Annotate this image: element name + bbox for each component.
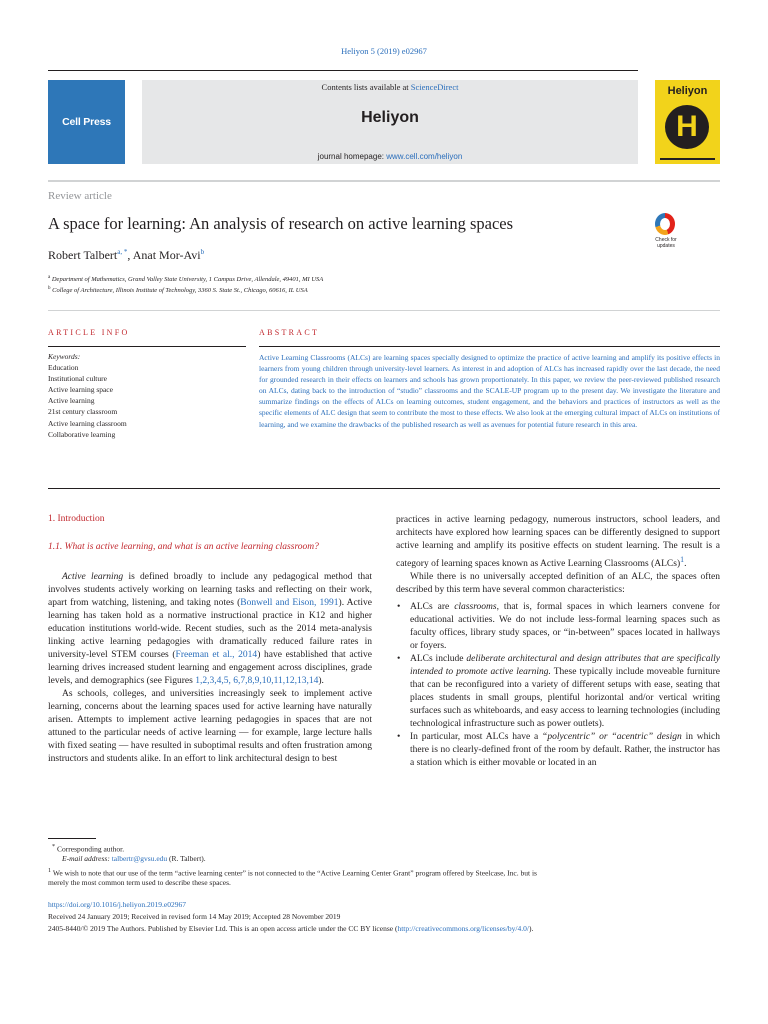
keyword-item: Education <box>48 363 79 373</box>
masthead-divider <box>48 180 720 182</box>
section-heading: 1. Introduction <box>48 514 105 524</box>
cellpress-logo <box>48 80 125 164</box>
emphasis-text: deliberate architectural and design attributes that are specifically intended to promote active learning. <box>410 654 720 678</box>
author-affiliation-mark[interactable]: a, * <box>117 248 128 256</box>
author-name[interactable]: Robert Talbert <box>48 248 118 262</box>
cover-logo-icon: H <box>665 105 709 149</box>
received-dates: Received 24 January 2019; Received in revised form 14 May 2019; Accepted 28 November 2019 <box>48 912 341 921</box>
body-text: in which there is no clearly-defined front of the room by default. Rather, the instructor has a station which is either movable or located in an <box>410 732 720 769</box>
emphasis-text: Active learning <box>62 572 124 582</box>
email-label: E-mail address: <box>62 854 110 863</box>
characteristics-list <box>396 601 720 770</box>
body-paragraph: While there is no universally accepted definition of an ALC, the spaces often described by this term have several common characteristics: <box>396 572 720 596</box>
footnote-text: We wish to note that our use of the term “active learning center” is not connected to the “Active Learning Center Grant” program offered by Steelcase, Inc. but is <box>52 868 537 878</box>
affiliation-b <box>48 286 308 294</box>
article-info-rule <box>48 346 246 347</box>
contents-line <box>142 82 638 92</box>
email-line <box>62 853 734 865</box>
affiliation-a <box>48 275 323 283</box>
cover-footer-bar <box>660 158 715 160</box>
footnote-rule <box>48 838 96 839</box>
body-column-left <box>48 571 372 766</box>
affiliation-mark: a <box>48 275 51 280</box>
license-link[interactable]: http://creativecommons.org/licenses/by/4.0/ <box>397 924 529 933</box>
article-type: Review article <box>48 190 112 202</box>
article-info-heading: ARTICLE INFO <box>48 328 130 337</box>
homepage-line <box>142 152 638 161</box>
body-text: ) have established that active learning drives increased student learning and engagement across disciplines, grade levels, and demographics (see Figures <box>48 650 372 686</box>
keyword-item: Institutional culture <box>48 374 107 384</box>
body-paragraph <box>48 571 372 688</box>
body-column-right <box>396 514 720 770</box>
affiliation-text: College of Architecture, Illinois Institute of Technology, 3360 S. State St., Chicago, 60616, IL USA <box>52 287 308 295</box>
keyword-item: Active learning space <box>48 385 113 395</box>
article-title: A space for learning: An analysis of research on active learning spaces <box>48 214 514 233</box>
body-paragraph: As schools, colleges, and universities increasingly seek to implement active learning, concerns about the learning spaces used for active learning have naturally arisen. Attempts to implement active learning pedagogies in spaces that are not attuned to the particular needs of active learning — for example, large lecture halls with fixed seating — have resulted in suboptimal results and often frustration among instructors and students alike. In an effort to link architectural design to best <box>48 689 372 764</box>
cover-title: Heliyon <box>667 85 708 97</box>
citation-link[interactable]: Freeman et al., 2014 <box>175 650 258 660</box>
body-text: ). <box>318 676 324 686</box>
author-name[interactable]: Anat Mor-Avi <box>132 248 201 262</box>
body-text: ALCs include <box>410 654 467 665</box>
emphasis-text: classrooms <box>454 602 497 613</box>
keywords-label: Keywords: <box>48 352 81 361</box>
subsection-heading: 1.1. What is active learning, and what is an active learning classroom? <box>48 542 319 552</box>
footnote-mark: * <box>52 843 56 850</box>
top-divider <box>48 70 638 71</box>
affiliation-text: Department of Mathematics, Grand Valley State University, 1 Campus Drive, Allendale, 49401, MI USA <box>51 276 324 284</box>
emphasis-text: “polycentric” or “acentric” design <box>542 732 682 743</box>
abstract-text: Active Learning Classrooms (ALCs) are learning spaces specially designed to optimize the practice of active learning and amplify its positive effects in learners from young children through university-level learners. As interest in and adoption of ALCs has increased rapidly over the last decade, the need for grounded research in their effects on learners and schools has grown proportionately. In this paper, we review the peer-reviewed published research on ALCs, dating back to the introduction of “studio” classrooms and the SCALE-UP program up to the present day. We investigate the literature and summarize findings on the effects of ALCs on learning outcomes, student engagement, and the behaviors and practices of instructors as well as the specific elements of ALC design that seem to contribute the most to these effects. We also look at the emerging cultural impact of ALCs on institutions of learning, and we examine the drawbacks of the published research as well as avenues for potential future research in this area. <box>259 353 720 429</box>
figure-links[interactable]: 1,2,3,4,5, 6,7,8,9,10,11,12,13,14 <box>195 676 319 686</box>
info-divider <box>48 310 720 311</box>
check-updates-icon <box>655 213 675 235</box>
body-text: . <box>684 559 687 570</box>
author-separator: , <box>127 248 133 262</box>
sciencedirect-link[interactable]: ScienceDirect <box>410 82 459 92</box>
email-link[interactable]: talbertr@gvsu.edu <box>111 854 168 863</box>
body-paragraph <box>396 514 720 571</box>
abstract-rule <box>259 346 720 347</box>
list-item <box>396 653 720 731</box>
affiliation-mark: b <box>48 286 51 291</box>
homepage-link[interactable]: www.cell.com/heliyon <box>386 152 463 161</box>
check-updates-label: Check for updates <box>655 237 677 249</box>
homepage-prefix: journal homepage: <box>317 152 384 161</box>
footnote-link[interactable]: 1 <box>680 555 685 564</box>
keyword-item: Active learning <box>48 396 95 406</box>
cellpress-logo-text: Cell Press <box>62 116 111 128</box>
abstract-heading: ABSTRACT <box>259 328 320 337</box>
doi-link[interactable]: https://doi.org/10.1016/j.heliyon.2019.e02967 <box>48 900 186 909</box>
author-list <box>48 248 204 263</box>
license-line <box>48 923 720 935</box>
body-text: practices in active learning pedagogy, numerous instructors, school leaders, and architects have explored how learning spaces can be differently designed to support active learning and amplify its positive effects on student learning. The result is a category of learning spaces known as Active Learning Classrooms (ALCs) <box>396 515 720 570</box>
abstract-bottom-divider <box>48 488 720 489</box>
keyword-item: Collaborative learning <box>48 429 116 439</box>
keyword-item: 21st century classroom <box>48 407 118 417</box>
list-item <box>396 601 720 653</box>
email-suffix: (R. Talbert). <box>167 854 206 863</box>
contents-prefix: Contents lists available at <box>321 82 409 92</box>
journal-name: Heliyon <box>361 109 419 126</box>
check-for-updates-button[interactable] <box>646 213 686 253</box>
journal-cover-image <box>655 80 720 164</box>
body-text: ALCs are <box>410 602 455 613</box>
license-text: ). <box>528 924 534 933</box>
author-affiliation-mark[interactable]: b <box>200 248 205 256</box>
keywords-list <box>48 351 246 440</box>
journal-reference[interactable]: Heliyon 5 (2019) e02967 <box>341 46 427 56</box>
license-text: 2405-8440/© 2019 The Authors. Published by Elsevier Ltd. This is an open access article under the CC BY license ( <box>48 924 398 933</box>
body-text: , that is, formal spaces in which learners convene for educational activities. We do not include less-formal learning spaces such as faculty offices, library study spaces, or “in-between” spaces located in hallways or foyers. <box>410 602 720 652</box>
body-text: ). Active learning has taken hold as a normative instructional practice in K12 and higher education institutions world-wide. Recent studies, such as the 2014 meta-analysis linking active learning pedagogies with dramatically reduced failure rates in university-level STEM courses ( <box>48 598 372 660</box>
body-text: is defined broadly to include any pedagogical method that involves students actively working on learning tasks and reflecting on their work, apart from watching, listening, and taking notes ( <box>48 572 372 608</box>
footnote-1-continued: merely the most common term used to describe these spaces. <box>48 878 231 887</box>
citation-link[interactable]: Bonwell and Eison, 1991 <box>240 598 339 608</box>
list-item <box>396 731 720 770</box>
body-text: These typically include moveable furniture that can be reconfigured into a variety of different setups with ease, seating that places students in small groups, plentiful horizontal and/or vertical writing surfaces such as whiteboards, and easy access to learning technologies (including technological infrastructure such as power outlets). <box>410 667 720 730</box>
keyword-item: Active learning classroom <box>48 418 127 428</box>
body-text: In particular, most ALCs have a <box>410 732 543 743</box>
footnote-text: Corresponding author. <box>57 844 125 854</box>
footnote-mark: 1 <box>48 867 52 874</box>
